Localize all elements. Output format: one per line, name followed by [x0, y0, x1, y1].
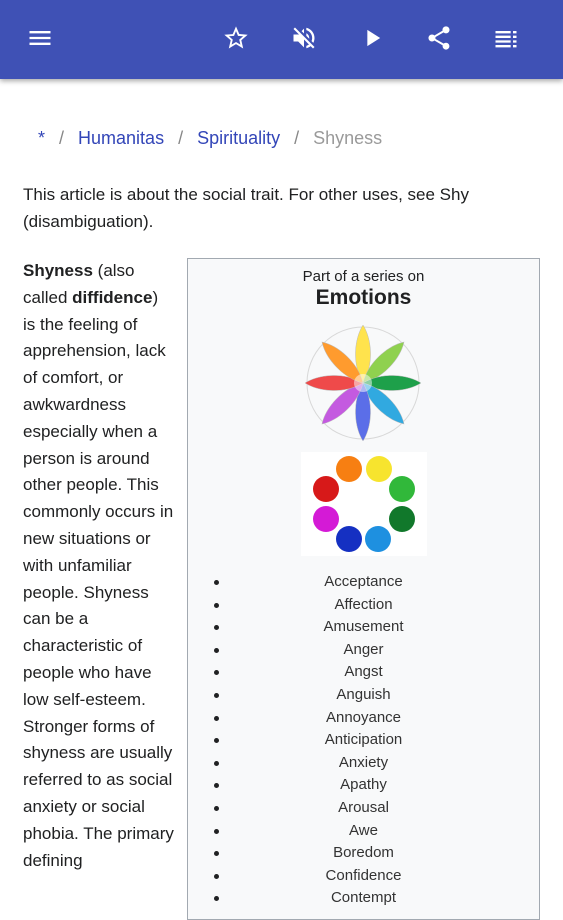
infobox: [187, 258, 540, 920]
list-item[interactable]: [188, 707, 539, 730]
breadcrumb-current: Shyness: [313, 128, 383, 148]
list-item[interactable]: [188, 752, 539, 775]
article-body: [23, 258, 175, 874]
article-term: Shyness: [23, 261, 93, 280]
emotion-link[interactable]: Affection: [334, 595, 393, 613]
mute-button[interactable]: [284, 18, 324, 58]
hatnote: This article is about the social trait. For other uses, see Shy (disambiguation).: [23, 185, 469, 231]
breadcrumb-separator: /: [178, 128, 184, 148]
list-item[interactable]: [188, 661, 539, 684]
emotion-link[interactable]: Anguish: [336, 685, 391, 703]
article-text: (also called: [23, 261, 135, 307]
emotion-link[interactable]: Apathy: [340, 776, 387, 794]
breadcrumb-root-link[interactable]: *: [38, 128, 46, 148]
list-item[interactable]: [188, 842, 539, 865]
list-item[interactable]: [188, 797, 539, 820]
list-item[interactable]: [188, 729, 539, 752]
emotion-flower-image: [301, 321, 425, 445]
emotion-link[interactable]: Anger: [343, 640, 384, 658]
breadcrumb-separator: /: [294, 128, 300, 148]
list-icon: [492, 24, 520, 52]
breadcrumb-humanitas-link[interactable]: Humanitas: [78, 128, 165, 148]
emotion-link[interactable]: Anxiety: [338, 753, 389, 771]
emotion-link[interactable]: Confidence: [325, 866, 402, 884]
breadcrumb-spirituality-link[interactable]: Spirituality: [197, 128, 281, 148]
list-item[interactable]: [188, 865, 539, 888]
list-item[interactable]: [188, 820, 539, 843]
contents-button[interactable]: [486, 18, 526, 58]
bookmark-button[interactable]: [216, 18, 256, 58]
article-term-synonym: diffidence: [72, 287, 153, 307]
emotions-list: [188, 571, 539, 910]
emotion-link[interactable]: Acceptance: [324, 573, 403, 590]
play-icon: [358, 24, 386, 52]
list-item[interactable]: [188, 887, 539, 910]
emotion-link[interactable]: Arousal: [338, 798, 389, 816]
menu-icon: [26, 24, 54, 52]
infobox-above: Part of a series on: [302, 268, 425, 285]
emotion-link[interactable]: Boredom: [333, 844, 394, 862]
share-button[interactable]: [419, 18, 459, 58]
list-item[interactable]: [188, 639, 539, 662]
breadcrumb-separator: /: [59, 128, 65, 148]
menu-button[interactable]: [20, 18, 60, 58]
app-toolbar: [0, 0, 563, 79]
list-item[interactable]: [188, 684, 539, 707]
star-outline-icon: [222, 24, 250, 52]
list-item[interactable]: [188, 571, 539, 594]
breadcrumb: [38, 128, 382, 149]
list-item[interactable]: [188, 774, 539, 797]
emotion-link[interactable]: Anticipation: [324, 731, 403, 749]
emotion-link[interactable]: Angst: [344, 663, 383, 681]
emotion-link[interactable]: Contempt: [330, 889, 397, 907]
share-icon: [425, 24, 453, 52]
volume-off-icon: [290, 24, 318, 52]
list-item[interactable]: [188, 594, 539, 617]
list-item[interactable]: [188, 616, 539, 639]
emotion-link[interactable]: Awe: [349, 821, 378, 839]
play-button[interactable]: [352, 18, 392, 58]
emotion-link[interactable]: Annoyance: [325, 708, 402, 726]
emotion-link[interactable]: Amusement: [323, 618, 404, 636]
article-text: ) is the feeling of apprehension, lack of comfort, or awkwardness especially when a person is around other people. This commonly occurs in new situations or with unfamiliar people. Shyness can be a characteristic of people who have low self-esteem. Stronger forms of shyness are usually referred to as social anxiety or social phobia. The primary defining: [23, 287, 174, 870]
emotion-wheel-image: [301, 452, 427, 556]
infobox-title: Emotions: [315, 286, 412, 309]
